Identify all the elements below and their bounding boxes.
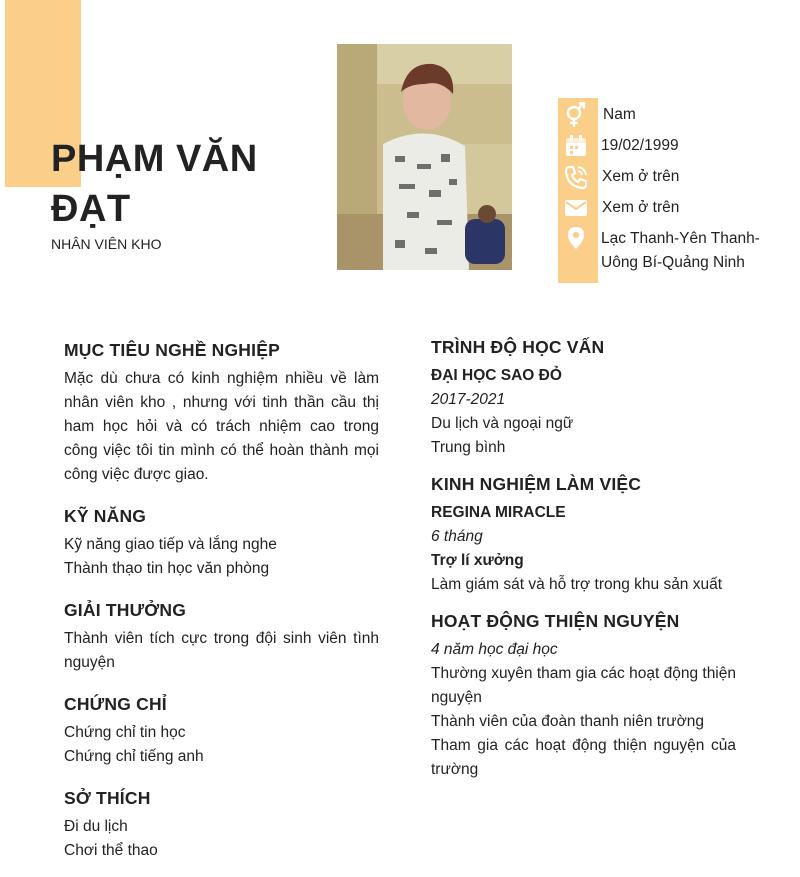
contact-phone: Xem ở trên <box>602 168 680 185</box>
awards-title: GIẢI THƯỞNG <box>64 600 187 620</box>
skills-section <box>64 506 379 581</box>
volunteer-item: Tham gia các hoạt động thiện nguyện của trường <box>431 737 736 778</box>
contact-birthday: 19/02/1999 <box>601 137 679 154</box>
experience-company: REGINA MIRACLE <box>431 504 566 521</box>
skill-item: Kỹ năng giao tiếp và lắng nghe <box>64 536 277 553</box>
volunteer-item: Thành viên của đoàn thanh niên trường <box>431 713 705 730</box>
calendar-icon <box>563 133 589 159</box>
gender-icon <box>563 102 589 128</box>
skills-title: KỸ NĂNG <box>64 506 147 526</box>
volunteer-item: Thường xuyên tham gia các hoạt động thiện nguyện <box>431 665 736 706</box>
certificates-section <box>64 694 379 769</box>
location-icon <box>563 225 589 251</box>
certificate-item: Chứng chỉ tiếng anh <box>64 748 204 765</box>
email-icon <box>563 195 589 221</box>
hobbies-section <box>64 788 379 863</box>
education-section <box>431 337 736 460</box>
awards-section <box>64 600 379 675</box>
certificate-item: Chứng chỉ tin học <box>64 724 186 741</box>
award-text: Thành viên tích cực trong đội sinh viên tình nguyện <box>64 630 379 671</box>
objective-text: Mặc dù chưa có kinh nghiệm nhiều về làm nhân viên kho , nhưng với tinh thần cầu thị ham học hỏi và có trách nhiệm cao trong công việc tôi tin mình có thể hoàn thành mọi công việc được giao. <box>64 370 379 483</box>
name-line-1: PHẠM VĂN <box>51 138 258 180</box>
name-line-2: ĐẠT <box>51 188 131 230</box>
education-title: TRÌNH ĐỘ HỌC VẤN <box>431 337 605 357</box>
experience-section <box>431 474 736 597</box>
hobby-item: Đi du lịch <box>64 818 128 835</box>
education-grade: Trung bình <box>431 439 506 456</box>
objective-title: MỤC TIÊU NGHỀ NGHIỆP <box>64 340 280 360</box>
education-years: 2017-2021 <box>431 391 506 408</box>
profile-photo <box>337 44 512 270</box>
experience-duration: 6 tháng <box>431 528 483 545</box>
candidate-name <box>51 134 311 234</box>
experience-description: Làm giám sát và hỗ trợ trong khu sản xuất <box>431 576 723 593</box>
certificates-title: CHỨNG CHỈ <box>64 694 167 714</box>
volunteer-section <box>431 611 736 782</box>
contact-address: Lạc Thanh-Yên Thanh-Uông Bí-Quảng Ninh <box>601 230 760 271</box>
experience-title: KINH NGHIỆM LÀM VIỆC <box>431 474 642 494</box>
experience-position: Trợ lí xưởng <box>431 552 524 569</box>
hobbies-title: SỞ THÍCH <box>64 788 151 808</box>
education-school: ĐẠI HỌC SAO ĐỎ <box>431 367 562 384</box>
volunteer-title: HOẠT ĐỘNG THIỆN NGUYỆN <box>431 611 680 631</box>
contact-email: Xem ở trên <box>602 199 680 216</box>
skill-item: Thành thạo tin học văn phòng <box>64 560 270 577</box>
job-title: NHÂN VIÊN KHO <box>51 236 162 252</box>
hobby-item: Chơi thể thao <box>64 842 158 859</box>
education-major: Du lịch và ngoại ngữ <box>431 415 574 432</box>
objective-section <box>64 340 379 487</box>
contact-gender: Nam <box>603 106 636 123</box>
phone-icon <box>563 164 589 190</box>
volunteer-duration: 4 năm học đại học <box>431 641 558 658</box>
